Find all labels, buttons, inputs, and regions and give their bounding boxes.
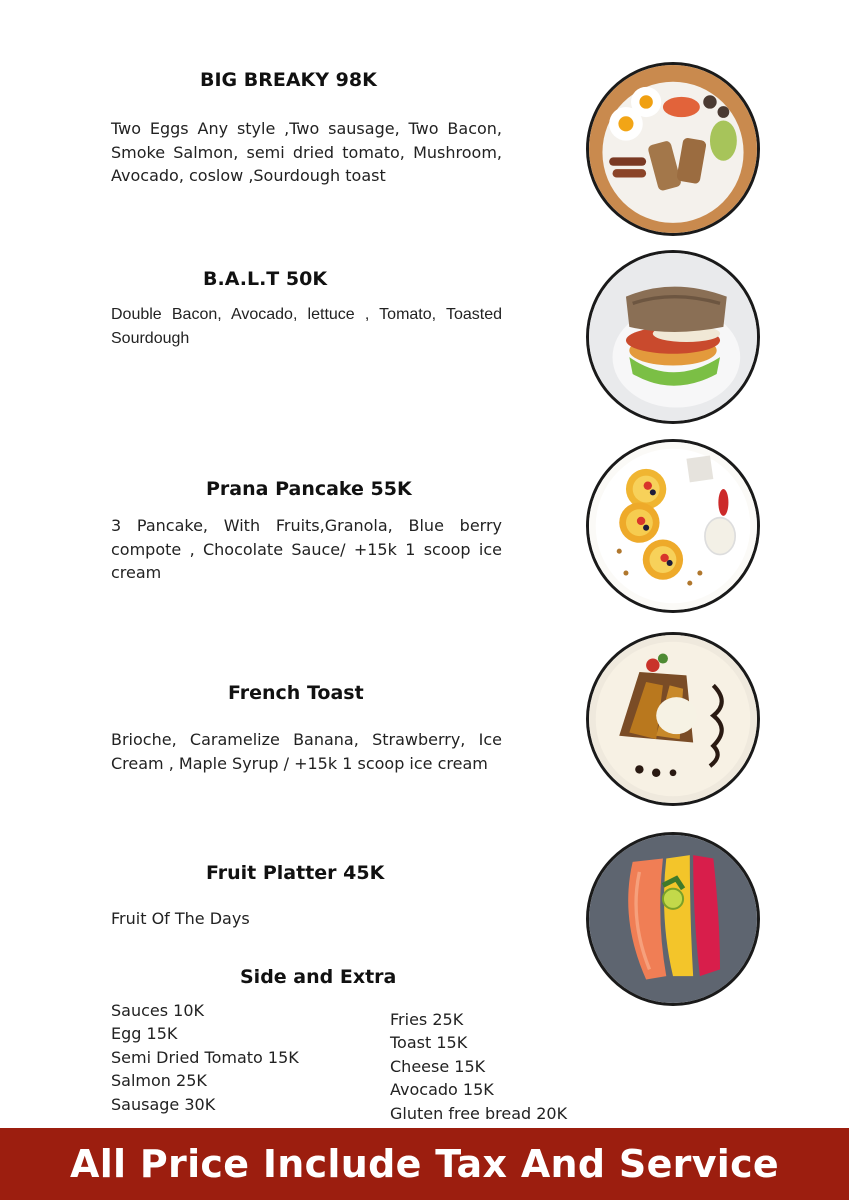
side-item: Fries 25K: [390, 1010, 464, 1029]
item-desc-french-toast: Brioche, Caramelize Banana, Strawberry, Ice Cream , Maple Syrup / +15k 1 scoop ice cream: [111, 730, 502, 773]
item-desc-prana-pancake: 3 Pancake, With Fruits,Granola, Blue berry compote , Chocolate Sauce/ +15k 1 scoop ice cream: [111, 516, 502, 582]
side-item: Sausage 30K: [111, 1094, 216, 1114]
side-item: Toast 15K: [390, 1033, 468, 1053]
pancake-photo: [586, 439, 760, 613]
side-item: Sauces 10K: [111, 1001, 205, 1020]
item-title-prana-pancake: Prana Pancake 55K: [206, 478, 412, 500]
fruit-platter-photo: [586, 832, 760, 1006]
footer-text: All Price Include Tax And Service: [69, 1142, 779, 1186]
footer-banner: [0, 1128, 849, 1200]
side-item: Avocado 15K: [390, 1080, 494, 1100]
big-breaky-photo: [586, 62, 760, 236]
side-item: Salmon 25K: [111, 1071, 207, 1091]
item-title-big-breaky: BIG BREAKY 98K: [200, 69, 377, 91]
side-item: Gluten free bread 20K: [390, 1103, 568, 1123]
balt-sandwich-photo: [586, 250, 760, 424]
item-title-fruit-platter: Fruit Platter 45K: [206, 862, 385, 884]
item-title-french-toast: French Toast: [228, 682, 364, 704]
side-item: Egg 15K: [111, 1024, 178, 1044]
french-toast-photo: [586, 632, 760, 806]
item-title-balt: B.A.L.T 50K: [203, 268, 328, 290]
side-item: Cheese 15K: [390, 1056, 486, 1076]
side-item: Semi Dried Tomato 15K: [111, 1047, 299, 1067]
item-desc-balt: Double Bacon, Avocado, lettuce , Tomato, Toasted Sourdough: [111, 306, 502, 347]
item-desc-big-breaky: Two Eggs Any style ,Two sausage, Two Bacon, Smoke Salmon, semi dried tomato, Mushroom, Avocado, coslow ,Sourdough toast: [111, 119, 502, 185]
sides-title: Side and Extra: [240, 966, 397, 988]
sides-right-list: [390, 1008, 567, 1125]
item-desc-fruit-platter: Fruit Of The Days: [111, 909, 250, 928]
sides-left-list: [111, 999, 299, 1116]
